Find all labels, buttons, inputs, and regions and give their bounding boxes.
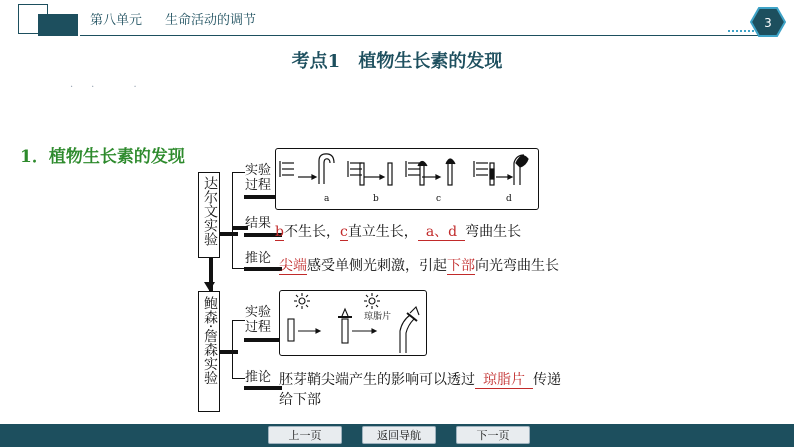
darwin-inference-label: 推论 [245,251,272,266]
result-blank-b: b [275,224,284,240]
darwin-inference-text [279,255,559,275]
header-topic: 生命活动的调节 [165,13,257,28]
boysen-process-label: 实验过程 [245,305,272,335]
agar-label: 琼脂片 [364,312,392,322]
coleoptile-2 [342,319,348,343]
figure-label-d: d [506,194,512,204]
boysen-inference-line2: 给下部 [279,392,321,408]
boysen-inference-underline [244,386,282,390]
boysen-column [198,291,220,412]
light-arrows-d-icon [474,161,488,177]
darwin-result-text [275,221,521,241]
faint-marks: ·· · [70,82,155,93]
darwin-inference-underline [244,267,282,271]
figure-label-a: a [324,194,330,204]
figure-label-b: b [373,194,379,204]
boysen-figure-svg [280,291,428,357]
inference-blank-tip: 尖端 [279,258,307,274]
section-title [0,47,794,73]
boysen-inference-label: 推论 [245,370,272,385]
column-arrow-icon [204,282,215,291]
inference-text-1: 感受单侧光刺激，引起 [307,258,447,274]
coleoptile-3 [400,315,410,353]
boysen-process-underline [244,338,280,342]
result-text-b: 不生长， [283,224,340,240]
header-unit: 第八单元 [90,13,143,28]
light-arrows-c-icon [406,161,420,177]
header-logo-block [38,14,78,36]
darwin-figure-svg [276,149,540,211]
darwin-experiment-figure [275,148,539,210]
heading-auxin-discovery: 1．植物生长素的发现 [20,147,185,167]
coleoptile-1 [288,319,294,341]
light-arrows-a-icon [280,161,294,177]
boysen-experiment-figure [279,290,427,356]
sun-icon-2 [364,293,380,309]
boysen-inference-text-1: 胚芽鞘尖端产生的影响可以透过 [279,372,475,388]
next-page-button[interactable]: 下一页 [456,426,530,444]
result-blank-ad: a、d [418,224,465,241]
darwin-column [198,172,220,258]
inference-text-2: 向光弯曲生长 [475,258,559,274]
darwin-column-title: 达尔文实验 [202,176,218,246]
page-number: 3 [764,16,772,30]
boysen-inference-blank: 琼脂片 [475,372,533,389]
page-number-badge [750,6,786,38]
darwin-process-label: 实验过程 [245,163,272,193]
result-blank-c: c [339,224,348,240]
back-to-nav-button[interactable]: 返回导航 [362,426,436,444]
result-text-ad: 弯曲生长 [465,224,522,240]
result-text-c: 直立生长， [347,224,418,240]
darwin-result-label: 结果 [245,216,272,231]
boysen-bracket [232,320,245,379]
prev-page-button[interactable]: 上一页 [268,426,342,444]
section-label: 考点1 [291,51,341,72]
boysen-inference-text-2: 传递 [533,372,561,388]
header-divider [80,35,760,36]
darwin-bracket [232,172,245,269]
boysen-inference-text [279,369,561,389]
figure-label-c: c [436,194,442,204]
inference-blank-lower: 下部 [447,258,475,274]
section-title-text: 植物生长素的发现 [358,51,503,72]
sun-icon-1 [294,293,310,309]
boysen-column-title: 鲍森·詹森实验 [202,296,218,385]
